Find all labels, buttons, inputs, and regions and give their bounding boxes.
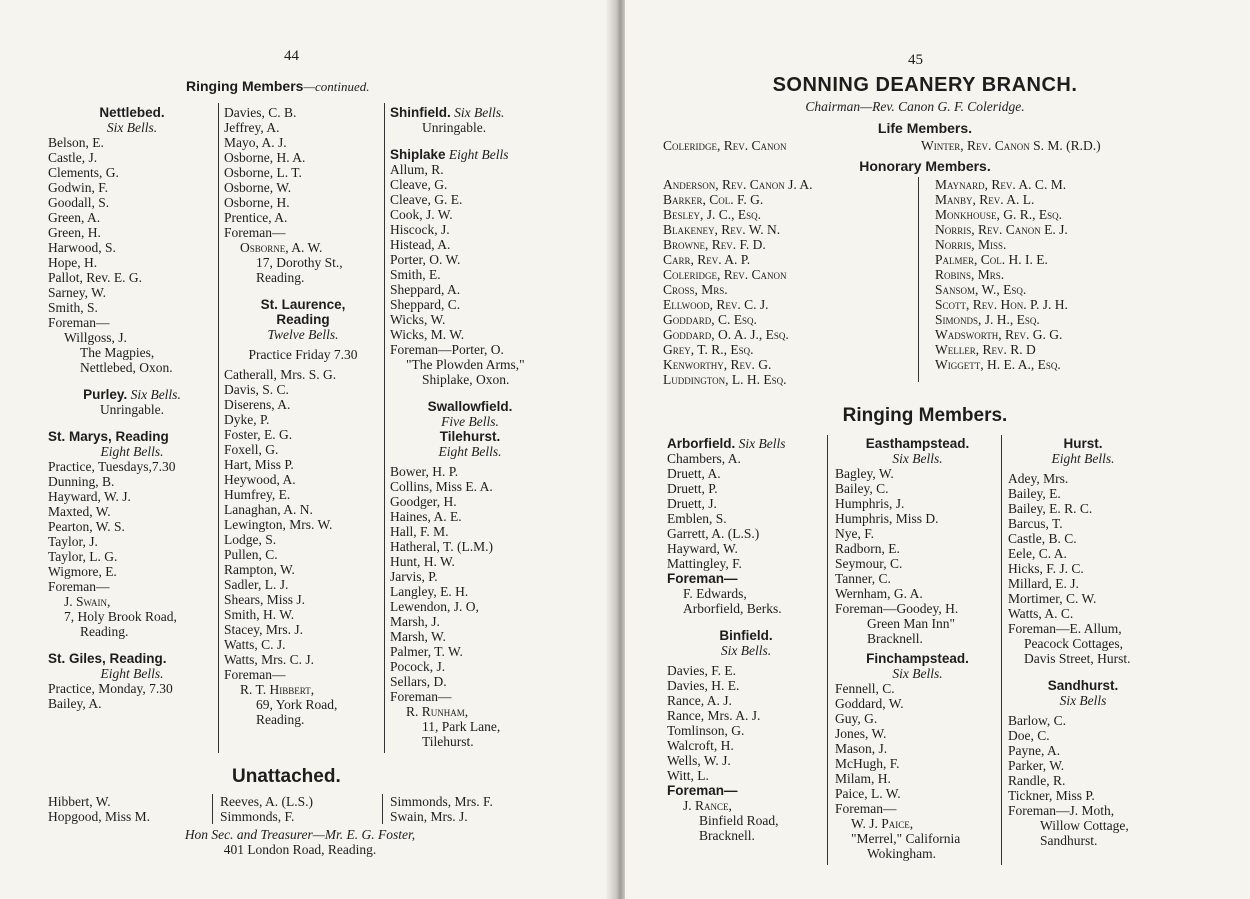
section-heading: St. Giles, Reading. — [48, 651, 167, 666]
member-name: Hope, H. — [48, 255, 98, 270]
member-list — [224, 105, 382, 225]
member-name: Sheppard, A. — [390, 282, 461, 297]
section-heading: St. Marys, Reading — [48, 429, 169, 444]
member-name: Osborne, L. T. — [224, 165, 302, 180]
section-heading: Swallowfield. — [427, 399, 513, 414]
member-name: Goodger, H. — [390, 494, 457, 509]
member-name: Scott, Rev. Hon. P. J. H. — [935, 297, 1068, 312]
member-name: Anderson, Rev. Canon J. A. — [663, 177, 813, 192]
bells-label: Eight Bells. — [1051, 451, 1115, 466]
column-2 — [835, 436, 1000, 861]
member-name: Hiscock, J. — [390, 222, 450, 237]
bells-label: Six Bells. — [892, 451, 943, 466]
member-name: Witt, L. — [667, 768, 709, 783]
unattached-member: Hopgood, Miss M. — [48, 809, 151, 824]
member-name: Milam, H. — [835, 771, 891, 786]
member-name: Collins, Miss E. A. — [390, 479, 493, 494]
chairman-line: Chairman—Rev. Canon G. F. Coleridge. — [805, 99, 1025, 114]
left-page — [0, 0, 612, 899]
section-heading: Finchampstead. — [866, 651, 969, 666]
member-name: Osborne, H. — [224, 195, 290, 210]
member-name: Tickner, Miss P. — [1008, 788, 1095, 803]
member-name: Robins, Mrs. — [935, 267, 1005, 282]
member-name: Adey, Mrs. — [1008, 471, 1069, 486]
member-name: Smith, H. W. — [224, 607, 295, 622]
member-name: Blakeney, Rev. W. N. — [663, 222, 781, 237]
unattached-member: Simmonds, Mrs. F. — [390, 794, 493, 809]
column-divider — [382, 794, 383, 824]
member-name: Castle, B. C. — [1008, 531, 1077, 546]
member-name: Norris, Miss. — [935, 237, 1007, 252]
member-name: Stacey, Mrs. J. — [224, 622, 303, 637]
member-name: Shears, Miss J. — [224, 592, 306, 607]
column-divider — [212, 794, 213, 824]
foreman-line: Binfield Road, — [699, 813, 779, 828]
member-name: Watts, Mrs. C. J. — [224, 652, 315, 667]
member-name: Humphris, Miss D. — [835, 511, 939, 526]
member-name: Hayward, W. — [667, 541, 738, 556]
member-name: Hayward, W. J. — [48, 489, 131, 504]
note: Unringable. — [422, 120, 487, 135]
member-name: Bailey, E. — [1008, 486, 1061, 501]
member-name: Palmer, Col. H. I. E. — [935, 252, 1048, 267]
bells-label: Eight Bells. — [438, 444, 502, 459]
member-name: Payne, A. — [1008, 743, 1061, 758]
member-name: Langley, E. H. — [390, 584, 469, 599]
member-list — [48, 696, 216, 711]
foreman-line: 69, York Road, — [256, 697, 338, 712]
member-list — [835, 681, 1000, 801]
member-list — [48, 474, 216, 579]
unattached-heading: Unattached. — [232, 766, 341, 787]
foreman-line: Foreman—J. Moth, — [1008, 803, 1115, 818]
member-name: Foxell, G. — [224, 442, 279, 457]
foreman-label: Foreman— — [48, 315, 110, 330]
foreman-label: Foreman— — [224, 225, 286, 240]
member-name: Mayo, A. J. — [224, 135, 287, 150]
foreman-label: Foreman— — [835, 801, 897, 816]
bells-label: Six Bells. — [130, 387, 181, 402]
member-name: Eele, C. A. — [1008, 546, 1067, 561]
foreman-line: 17, Dorothy St., — [256, 255, 343, 270]
member-name: Wiggett, H. E. A., Esq. — [935, 357, 1061, 372]
foreman-line: Arborfield, Berks. — [683, 601, 782, 616]
member-name: Cook, J. W. — [390, 207, 453, 222]
foreman-line: Sandhurst. — [1040, 833, 1098, 848]
unattached-col-2 — [220, 794, 380, 824]
foreman-line: J. Swain, — [64, 594, 111, 609]
section-heading: Hurst. — [1063, 436, 1103, 451]
foreman-line: Shiplake, Oxon. — [422, 372, 510, 387]
foreman-line: The Magpies, — [80, 345, 155, 360]
member-name: Pallot, Rev. E. G. — [48, 270, 142, 285]
foreman-line: Tilehurst. — [422, 734, 474, 749]
member-name: Guy, G. — [835, 711, 878, 726]
member-name: Goddard, W. — [835, 696, 904, 711]
member-name: Porter, O. W. — [390, 252, 461, 267]
practice-time: Practice Friday 7.30 — [248, 347, 358, 362]
member-name: Palmer, T. W. — [390, 644, 463, 659]
unattached-col-3 — [390, 794, 550, 824]
member-name: Kenworthy, Rev. G. — [663, 357, 772, 372]
member-name: Druett, J. — [667, 496, 717, 511]
foreman-line: "Merrel," California — [851, 831, 961, 846]
member-name: Hicks, F. J. C. — [1008, 561, 1084, 576]
member-name: Wicks, W. — [390, 312, 446, 327]
foreman-line: Peacock Cottages, — [1024, 636, 1123, 651]
column-2 — [224, 105, 382, 727]
bells-label: Six Bells. — [720, 643, 772, 658]
foreman-line: Willow Cottage, — [1040, 818, 1129, 833]
member-name: Mason, J. — [835, 741, 888, 756]
foreman-line: "The Plowden Arms," — [406, 357, 525, 372]
foreman-line: F. Edwards, — [683, 586, 747, 601]
foreman-line: Green Man Inn" — [867, 616, 955, 631]
member-name: Sarney, W. — [48, 285, 106, 300]
member-list — [835, 466, 1000, 601]
member-name: Luddington, L. H. Esq. — [663, 372, 787, 387]
member-name: Taylor, L. G. — [48, 549, 118, 564]
practice-time: Practice, Monday, 7.30 — [48, 681, 173, 696]
honorary-heading: Honorary Members. — [859, 158, 991, 174]
member-name: Histead, A. — [390, 237, 451, 252]
bells-label: Eight Bells — [448, 147, 509, 162]
foreman-line: 7, Holy Brook Road, — [64, 609, 177, 624]
foreman-line: Reading. — [80, 624, 129, 639]
unattached-member: Hibbert, W. — [48, 794, 111, 809]
member-name: Doe, C. — [1008, 728, 1050, 743]
member-name: Goddard, C. Esq. — [663, 312, 757, 327]
foreman-line: Davis Street, Hurst. — [1024, 651, 1131, 666]
member-name: Randle, R. — [1008, 773, 1066, 788]
member-name: Dyke, P. — [224, 412, 270, 427]
member-name: Jarvis, P. — [390, 569, 438, 584]
page-header — [186, 78, 370, 95]
life-member: Winter, Rev. Canon S. M. (R.D.) — [921, 138, 1101, 153]
note: Unringable. — [99, 402, 165, 417]
section-heading: Tilehurst. — [439, 429, 501, 444]
section-heading: Reading — [276, 312, 330, 327]
bells-label: Six Bells. — [106, 120, 158, 135]
member-name: Seymour, C. — [835, 556, 903, 571]
member-name: Druett, A. — [667, 466, 721, 481]
member-name: Wadsworth, Rev. G. G. — [935, 327, 1063, 342]
member-name: Marsh, J. — [390, 614, 440, 629]
member-name: Catherall, Mrs. S. G. — [224, 367, 337, 382]
member-name: Lodge, S. — [224, 532, 277, 547]
member-list — [667, 663, 825, 783]
column-divider — [918, 177, 919, 382]
member-name: Prentice, A. — [224, 210, 288, 225]
member-name: Hall, F. M. — [390, 524, 449, 539]
foreman-label: Foreman— — [224, 667, 286, 682]
foreman-label: Foreman— — [390, 689, 452, 704]
foreman-label: Foreman— — [667, 571, 738, 586]
member-name: Maynard, Rev. A. C. M. — [935, 177, 1067, 192]
member-name: Foster, E. G. — [224, 427, 293, 442]
bells-label: Six Bells. — [892, 666, 943, 681]
bells-label: Six Bells. — [454, 105, 505, 120]
member-name: Lewendon, J. O, — [390, 599, 479, 614]
member-name: Davies, F. E. — [667, 663, 737, 678]
secretary-address: 401 London Road, Reading. — [223, 842, 377, 857]
header-title: Ringing Members — [186, 78, 304, 94]
member-name: Garrett, A. (L.S.) — [667, 526, 760, 541]
practice-time: Practice, Tuesdays,7.30 — [48, 459, 176, 474]
member-name: Millard, E. J. — [1008, 576, 1079, 591]
member-name: Besley, J. C., Esq. — [663, 207, 762, 222]
unattached-member: Simmonds, F. — [220, 809, 295, 824]
member-name: Rance, Mrs. A. J. — [667, 708, 761, 723]
member-name: Humphris, J. — [835, 496, 905, 511]
foreman-line: 11, Park Lane, — [422, 719, 501, 734]
member-name: Barlow, C. — [1008, 713, 1066, 728]
foreman-line: Bracknell. — [867, 631, 923, 646]
member-name: Godwin, F. — [48, 180, 109, 195]
member-name: Davis, S. C. — [224, 382, 289, 397]
member-name: Tanner, C. — [835, 571, 891, 586]
member-name: Belson, E. — [48, 135, 104, 150]
section-heading: St. Laurence, — [260, 297, 346, 312]
member-name: Norris, Rev. Canon E. J. — [935, 222, 1068, 237]
bells-label: Six Bells — [738, 436, 786, 451]
life-members-heading: Life Members. — [877, 120, 973, 136]
header-continued: —continued. — [303, 79, 370, 94]
member-name: Tomlinson, G. — [667, 723, 745, 738]
bells-label: Six Bells — [1059, 693, 1107, 708]
member-list — [48, 135, 216, 315]
member-name: Haines, A. E. — [390, 509, 462, 524]
section-heading: Easthampstead. — [865, 436, 970, 451]
member-name: Mortimer, C. W. — [1008, 591, 1097, 606]
member-name: Bailey, C. — [835, 481, 889, 496]
foreman-line: R. T. Hibbert, — [240, 682, 315, 697]
member-name: Goodall, S. — [48, 195, 110, 210]
member-name: Browne, Rev. F. D. — [663, 237, 766, 252]
member-list — [1008, 471, 1208, 621]
member-name: Davies, H. E. — [667, 678, 740, 693]
member-name: Bailey, E. R. C. — [1008, 501, 1093, 516]
member-name: Hunt, H. W. — [390, 554, 455, 569]
member-name: Bailey, A. — [48, 696, 102, 711]
foreman-label: Foreman— — [48, 579, 110, 594]
foreman-line: R. Runham, — [406, 704, 469, 719]
column-3 — [390, 105, 550, 749]
member-name: Mattingley, F. — [667, 556, 742, 571]
bells-label: Eight Bells. — [100, 444, 164, 459]
member-name: Green, A. — [48, 210, 101, 225]
member-name: Pocock, J. — [390, 659, 446, 674]
member-name: Sellars, D. — [390, 674, 447, 689]
member-name: Lewington, Mrs. W. — [224, 517, 333, 532]
column-divider — [384, 103, 385, 753]
member-name: Wigmore, E. — [48, 564, 117, 579]
member-name: Radborn, E. — [835, 541, 900, 556]
branch-title: SONNING DEANERY BRANCH. — [772, 74, 1078, 96]
section-heading: Binfield. — [719, 628, 773, 643]
member-name: Marsh, W. — [390, 629, 446, 644]
member-name: Wernham, G. A. — [835, 586, 923, 601]
member-name: Maxted, W. — [48, 504, 111, 519]
member-name: Grey, T. R., Esq. — [663, 342, 754, 357]
member-name: Watts, A. C. — [1008, 606, 1074, 621]
member-list — [667, 451, 825, 571]
member-name: Monkhouse, G. R., Esq. — [935, 207, 1063, 222]
member-name: Manby, Rev. A. L. — [935, 192, 1035, 207]
member-name: Coleridge, Rev. Canon — [663, 267, 787, 282]
member-name: McHugh, F. — [835, 756, 900, 771]
member-name: Druett, P. — [667, 481, 718, 496]
honorary-column-2 — [935, 177, 1195, 372]
column-3 — [1008, 436, 1208, 848]
member-list — [1008, 713, 1208, 803]
member-name: Watts, C. J. — [224, 637, 286, 652]
member-name: Hatheral, T. (L.M.) — [390, 539, 493, 554]
member-name: Fennell, C. — [835, 681, 895, 696]
member-name: Carr, Rev. A. P. — [663, 252, 751, 267]
column-1 — [48, 105, 216, 711]
member-name: Diserens, A. — [224, 397, 291, 412]
bells-label: Twelve Bells. — [267, 327, 339, 342]
member-name: Nye, F. — [835, 526, 875, 541]
member-name: Castle, J. — [48, 150, 98, 165]
column-divider — [218, 103, 219, 753]
member-name: Smith, S. — [48, 300, 98, 315]
foreman-line: Wokingham. — [867, 846, 937, 861]
member-name: Barcus, T. — [1008, 516, 1063, 531]
member-name: Parker, W. — [1008, 758, 1065, 773]
bells-label: Five Bells. — [441, 414, 499, 429]
section-heading: Purley. — [83, 387, 128, 402]
member-name: Rampton, W. — [224, 562, 295, 577]
member-name: Bagley, W. — [835, 466, 894, 481]
member-name: Hart, Miss P. — [224, 457, 294, 472]
member-name: Dunning, B. — [48, 474, 115, 489]
member-name: Ellwood, Rev. C. J. — [663, 297, 769, 312]
unattached-member: Reeves, A. (L.S.) — [220, 794, 313, 809]
member-name: Osborne, W. — [224, 180, 292, 195]
member-name: Taylor, J. — [48, 534, 98, 549]
member-name: Allum, R. — [390, 162, 444, 177]
member-name: Simonds, J. H., Esq. — [935, 312, 1040, 327]
column-divider — [1001, 435, 1002, 865]
member-name: Cross, Mrs. — [663, 282, 728, 297]
member-name: Davies, C. B. — [224, 105, 297, 120]
column-divider — [827, 435, 828, 865]
member-name: Osborne, H. A. — [224, 150, 306, 165]
unattached-member: Swain, Mrs. J. — [390, 809, 468, 824]
member-name: Rance, A. J. — [667, 693, 732, 708]
member-name: Cleave, G. — [390, 177, 448, 192]
member-name: Barker, Col. F. G. — [663, 192, 764, 207]
page-number: 44 — [284, 48, 299, 64]
unattached-col-1 — [48, 794, 208, 824]
member-name: Pullen, C. — [224, 547, 278, 562]
section-heading: Arborfield. — [667, 436, 736, 451]
member-name: Wicks, M. W. — [390, 327, 465, 342]
member-name: Weller, Rev. R. D — [935, 342, 1036, 357]
member-name: Sadler, L. J. — [224, 577, 289, 592]
member-name: Emblen, S. — [667, 511, 727, 526]
foreman-line: Foreman—E. Allum, — [1008, 621, 1122, 636]
foreman-line: Osborne, A. W. — [240, 240, 323, 255]
member-list — [224, 367, 382, 667]
member-name: Wells, W. J. — [667, 753, 731, 768]
member-name: Paice, L. W. — [835, 786, 901, 801]
right-page — [625, 0, 1250, 899]
member-name: Humfrey, E. — [224, 487, 291, 502]
member-name: Harwood, S. — [48, 240, 116, 255]
secretary-line: Hon Sec. and Treasurer—Mr. E. G. Foster, — [184, 827, 416, 842]
section-heading: Shinfield. — [390, 105, 451, 120]
page-number: 45 — [908, 52, 923, 68]
foreman-label: Foreman— — [667, 783, 738, 798]
foreman-line: Bracknell. — [699, 828, 755, 843]
member-name: Clements, G. — [48, 165, 119, 180]
bells-label: Eight Bells. — [100, 666, 164, 681]
member-name: Smith, E. — [390, 267, 441, 282]
foreman-line: Willgoss, J. — [64, 330, 127, 345]
life-member: Coleridge, Rev. Canon — [663, 138, 787, 153]
foreman-line: Foreman—Porter, O. — [390, 342, 504, 357]
foreman-line: Reading. — [256, 712, 305, 727]
member-name: Sansom, W., Esq. — [935, 282, 1027, 297]
foreman-line: Nettlebed, Oxon. — [80, 360, 173, 375]
member-name: Cleave, G. E. — [390, 192, 463, 207]
member-name: Walcroft, H. — [667, 738, 734, 753]
member-name: Chambers, A. — [667, 451, 741, 466]
member-name: Goddard, O. A. J., Esq. — [663, 327, 789, 342]
section-heading: Sandhurst. — [1047, 678, 1119, 693]
foreman-line: W. J. Paice, — [851, 816, 914, 831]
member-name: Bower, H. P. — [390, 464, 459, 479]
member-list — [390, 162, 550, 342]
honorary-column-1 — [663, 177, 913, 387]
section-heading: Shiplake — [390, 147, 446, 162]
foreman-line: Reading. — [256, 270, 305, 285]
member-name: Jones, W. — [835, 726, 887, 741]
member-name: Green, H. — [48, 225, 101, 240]
foreman-line: Foreman—Goodey, H. — [835, 601, 959, 616]
member-name: Lanaghan, A. N. — [224, 502, 313, 517]
member-list — [390, 464, 550, 689]
member-name: Sheppard, C. — [390, 297, 461, 312]
ringing-members-heading: Ringing Members. — [842, 405, 1008, 426]
member-name: Pearton, W. S. — [48, 519, 125, 534]
member-name: Heywood, A. — [224, 472, 296, 487]
foreman-line: J. Rance, — [683, 798, 732, 813]
column-1 — [667, 436, 825, 843]
member-name: Jeffrey, A. — [224, 120, 280, 135]
section-heading: Nettlebed. — [99, 105, 165, 120]
